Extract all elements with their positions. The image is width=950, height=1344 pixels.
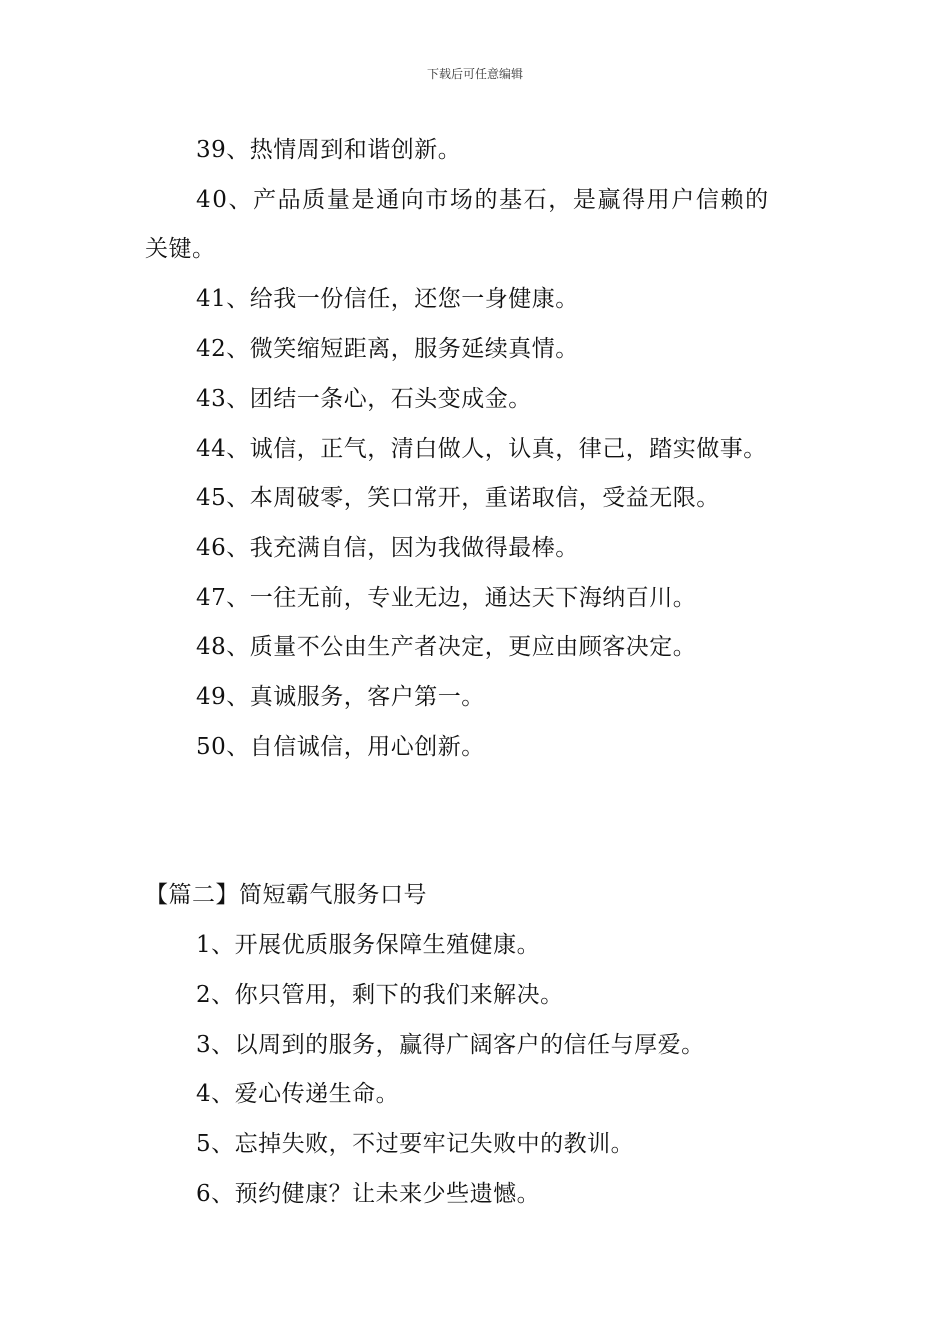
list-item: 3、以周到的服务，赢得广阔客户的信任与厚爱。 xyxy=(196,1032,705,1058)
section-heading: 【篇二】简短霸气服务口号 xyxy=(145,882,427,908)
list-item: 41、给我一份信任，还您一身健康。 xyxy=(196,286,579,312)
page-header: 下载后可任意编辑 xyxy=(426,67,523,81)
list-item: 46、我充满自信，因为我做得最棒。 xyxy=(196,535,579,561)
list-item: 4、爱心传递生命。 xyxy=(196,1081,400,1107)
list-item: 5、忘掉失败，不过要牢记失败中的教训。 xyxy=(196,1131,635,1157)
list-item: 1、开展优质服务保障生殖健康。 xyxy=(196,932,541,958)
list-item: 39、热情周到和谐创新。 xyxy=(196,137,462,163)
list-item: 50、自信诚信，用心创新。 xyxy=(196,734,485,760)
list-item-continuation: 关键。 xyxy=(145,236,216,262)
list-item: 47、一往无前，专业无边，通达天下海纳百川。 xyxy=(196,585,697,611)
list-item: 2、你只管用，剩下的我们来解决。 xyxy=(196,982,564,1008)
list-item: 43、团结一条心，石头变成金。 xyxy=(196,386,532,412)
list-item: 48、质量不公由生产者决定，更应由顾客决定。 xyxy=(196,634,697,660)
list-item: 40、产品质量是通向市场的基石，是赢得用户信赖的 xyxy=(196,187,770,213)
list-item: 6、预约健康？让未来少些遗憾。 xyxy=(196,1181,541,1207)
list-item: 44、诚信，正气，清白做人，认真，律己，踏实做事。 xyxy=(196,436,767,462)
list-item: 45、本周破零，笑口常开，重诺取信，受益无限。 xyxy=(196,485,720,511)
list-item: 42、微笑缩短距离，服务延续真情。 xyxy=(196,336,579,362)
list-item: 49、真诚服务，客户第一。 xyxy=(196,684,485,710)
